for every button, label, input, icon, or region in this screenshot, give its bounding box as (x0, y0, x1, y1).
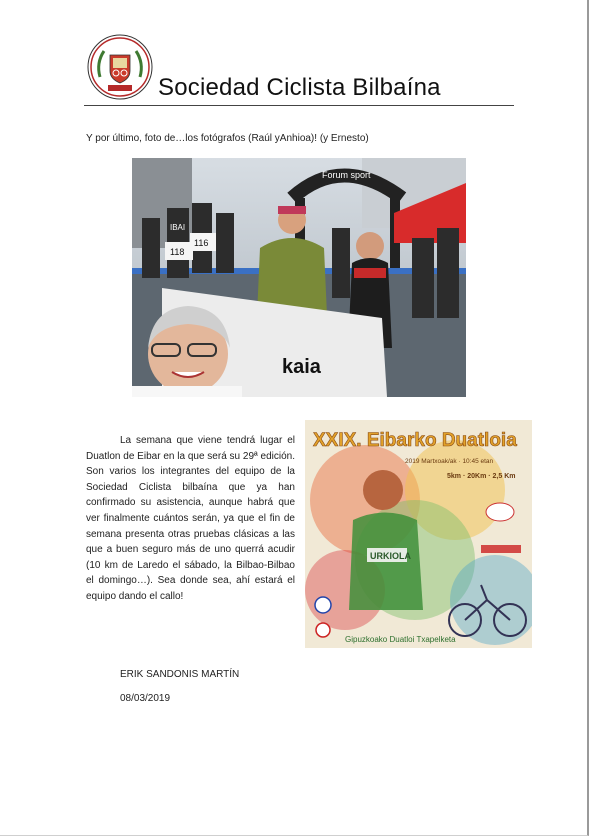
duathlon-poster (305, 420, 532, 648)
club-logo (86, 33, 154, 101)
jersey-text: IBAI (170, 223, 186, 232)
poster-title: XXIX. Eibarko Duatloia (313, 430, 517, 451)
bib-number: 118 (170, 247, 185, 257)
arch-text: Forum sport (322, 170, 371, 180)
poster-footer: Gipuzkoako Duatloi Txapelketa (345, 635, 456, 644)
article-paragraph: La semana que viene tendrá lugar el Duatlon de Eibar en la que será su 29ª edición. Son varios los integrantes del equipo de la Sociedad Ciclista bilbaína que ya han confirmado su asistencia, aunque habrá que ver finalmente cuántos serán, ya que el fin de semana presenta otras pruebas clásicas a las que a buen seguro más de uno querrá acudir (10 km de Laredo el sábado, la Bilbao-Bilbao el domingo…). Sea donde sea, ahí estará el equipo dando el callo! (86, 435, 295, 602)
poster-date-line: 2019 Martxoak/ak · 10:45 etan (405, 458, 494, 465)
banner-text: kaia (282, 356, 321, 378)
header-divider (84, 105, 514, 106)
publication-date: 08/03/2019 (120, 693, 171, 704)
bib-number: 116 (194, 238, 209, 248)
poster-distances: 5km · 20Km · 2,5 Km (447, 473, 516, 480)
runner-name: URKIOLA (370, 551, 411, 561)
page-title: Sociedad Ciclista Bilbaína (158, 74, 441, 101)
photographers-photo (132, 158, 466, 397)
author-signature: ERIK SANDONIS MARTÍN (120, 669, 240, 680)
intro-caption: Y por último, foto de…los fotógrafos (Raúl yAnhioa)! (y Ernesto) (86, 133, 369, 144)
